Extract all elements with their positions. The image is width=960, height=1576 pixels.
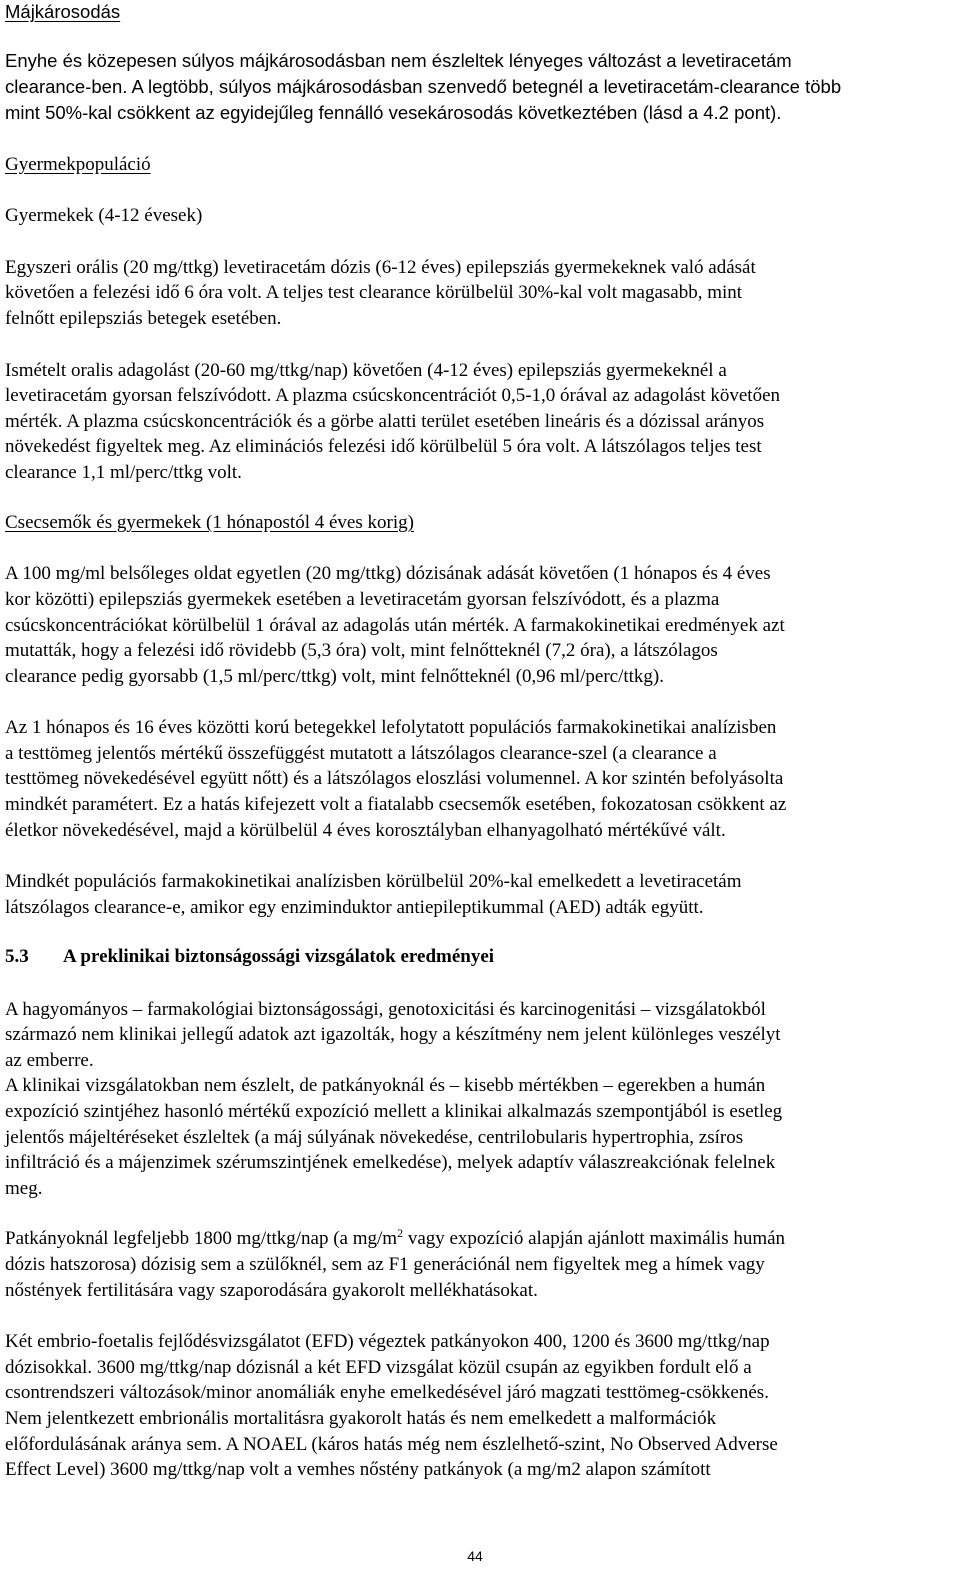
paragraph-line: clearance-ben. A legtöbb, súlyos májkárosodásban szenvedő betegnél a levetiracetám-clearance több [5,76,842,97]
paragraph-line: származó nem klinikai jellegű adatok azt igazolták, hogy a készítmény nem jelent különleges veszélyt [5,1024,781,1045]
section-number: 5.3 [5,946,29,967]
paragraph-line: életkor növekedésével, majd a körülbelül 4 éves korosztályban elhanyagolható mértékűvé vált. [5,820,726,841]
subheading-children: Gyermekek (4-12 évesek) [5,205,203,226]
paragraph-line: Enyhe és közepesen súlyos májkárosodásban nem észleltek lényeges változást a levetiracetám [5,50,792,71]
text-fragment: vagy expozíció alapján ajánlott maximális humán [403,1228,786,1249]
paragraph-line: dózis hatszorosa) dózisig sem a szülőknél, sem az F1 generációnál nem figyeltek meg a hímek vagy [5,1254,765,1275]
paragraph-line: levetiracetám gyorsan felszívódott. A plazma csúcskoncentrációt 0,5-1,0 órával az adagolást követően [5,385,781,406]
paragraph-line: Mindkét populációs farmakokinetikai analízisben körülbelül 20%-kal emelkedett a levetiracetám [5,871,742,892]
section-heading-pediatric: Gyermekpopuláció [5,154,151,175]
paragraph-line: csontrendszeri változások/minor anomáliák enyhe emelkedésével járó magzati testtömeg-csökkenés. [5,1382,769,1403]
paragraph-line: clearance 1,1 ml/perc/ttkg volt. [5,462,242,483]
paragraph-line: látszólagos clearance-e, amikor egy enziminduktor antiepileptikummal (AED) adták együtt. [5,897,704,918]
paragraph-line-with-superscript [5,1228,785,1250]
paragraph-line: A hagyományos – farmakológiai biztonságossági, genotoxicitási és karcinogenitási – vizsgálatokból [5,999,766,1020]
section-title: A preklinikai biztonságossági vizsgálatok eredményei [63,946,495,967]
page-number: 44 [467,1548,483,1564]
paragraph-line: Effect Level) 3600 mg/ttkg/nap volt a vemhes nőstény patkányok (a mg/m2 alapon számított [5,1459,711,1480]
text-fragment: Patkányoknál legfeljebb 1800 mg/ttkg/nap (a mg/m [5,1228,398,1249]
paragraph-line: Két embrio-foetalis fejlődésvizsgálatot (EFD) végeztek patkányokon 400, 1200 és 3600 mg/ttkg/nap [5,1331,770,1352]
paragraph-line: jelentős májeltéréseket észleltek (a máj súlyának növekedése, centrilobularis hypertrophia, zsíros [5,1127,744,1148]
paragraph-line: mérték. A plazma csúcskoncentrációk és a görbe alatti terület esetében lineáris és a dózissal arányos [5,411,765,432]
paragraph-line: infiltráció és a májenzimek szérumszintjének emelkedése), melyek adaptív válaszreakciónak felelnek [5,1152,776,1173]
paragraph-line: mutatták, hogy a felezési idő rövidebb (5,3 óra) volt, mint felnőtteknél (7,2 óra), a látszólagos [5,640,718,661]
paragraph-line: A klinikai vizsgálatokban nem észlelt, de patkányoknál és – kisebb mértékben – egerekben a humán [5,1075,766,1096]
superscript: 2 [397,1226,404,1240]
paragraph-line: kor közötti) epilepsziás gyermekek esetében a levetiracetám gyorsan felszívódott, és a plazma [5,589,720,610]
paragraph-line: nőstények fertilitására vagy szaporodására gyakorolt mellékhatásokat. [5,1280,538,1301]
paragraph-line: növekedést figyeltek meg. Az eliminációs felezési idő körülbelül 5 óra volt. A látszólagos teljes test [5,436,762,457]
paragraph-line: felnőtt epilepsziás betegek esetében. [5,308,282,329]
paragraph-line: testtömeg növekedésével együtt nőtt) és a látszólagos eloszlási volumennel. A kor szintén befolyásolta [5,768,784,789]
paragraph-line: a testtömeg jelentős mértékű összefüggést mutatott a látszólagos clearance-szel (a clearance a [5,743,717,764]
paragraph-line: dózisokkal. 3600 mg/ttkg/nap dózisnál a két EFD vizsgálat közül csupán az egyikben fordult elő a [5,1357,752,1378]
paragraph-line: meg. [5,1178,43,1199]
paragraph-line: Az 1 hónapos és 16 éves közötti korú betegekkel lefolytatott populációs farmakokinetikai analízisben [5,717,777,738]
paragraph-line: mindkét paramétert. Ez a hatás kifejezett volt a fiatalabb csecsemők esetében, fokozatosan csökkent az [5,794,787,815]
paragraph-line: clearance pedig gyorsabb (1,5 ml/perc/ttkg) volt, mint felnőtteknél (0,96 ml/perc/ttkg). [5,666,664,687]
paragraph-line: mint 50%-kal csökkent az egyidejűleg fennálló vesekárosodás következtében (lásd a 4.2 pont). [5,102,782,123]
section-heading-liver: Májkárosodás [5,1,121,22]
paragraph-line: Ismételt oralis adagolást (20-60 mg/ttkg/nap) követően (4-12 éves) epilepsziás gyermekeknél a [5,360,727,381]
paragraph-line: az emberre. [5,1050,94,1071]
paragraph-line: A 100 mg/ml belsőleges oldat egyetlen (20 mg/ttkg) dózisának adását követően (1 hónapos és 4 éves [5,563,771,584]
paragraph-line: csúcskoncentrációkat körülbelül 1 órával az adagolás után mérték. A farmakokinetikai eredmények azt [5,615,785,636]
paragraph-line: előfordulásának aránya sem. A NOAEL (káros hatás még nem észlelhető-szint, No Observed Adverse [5,1434,778,1455]
paragraph-line: Egyszeri orális (20 mg/ttkg) levetiracetám dózis (6-12 éves) epilepsziás gyermekeknek való adását [5,257,756,278]
paragraph-line: Nem jelentkezett embrionális mortalitásra gyakorolt hatás és nem emelkedett a malformációk [5,1408,717,1429]
paragraph-line: követően a felezési idő 6 óra volt. A teljes test clearance körülbelül 30%-kal volt magasabb, mint [5,282,743,303]
section-heading-infants: Csecsemők és gyermekek (1 hónapostól 4 éves korig) [5,512,414,533]
paragraph-line: expozíció szintjéhez hasonló mértékű expozíció mellett a klinikai alkalmazás szempontjából is esetleg [5,1101,783,1122]
